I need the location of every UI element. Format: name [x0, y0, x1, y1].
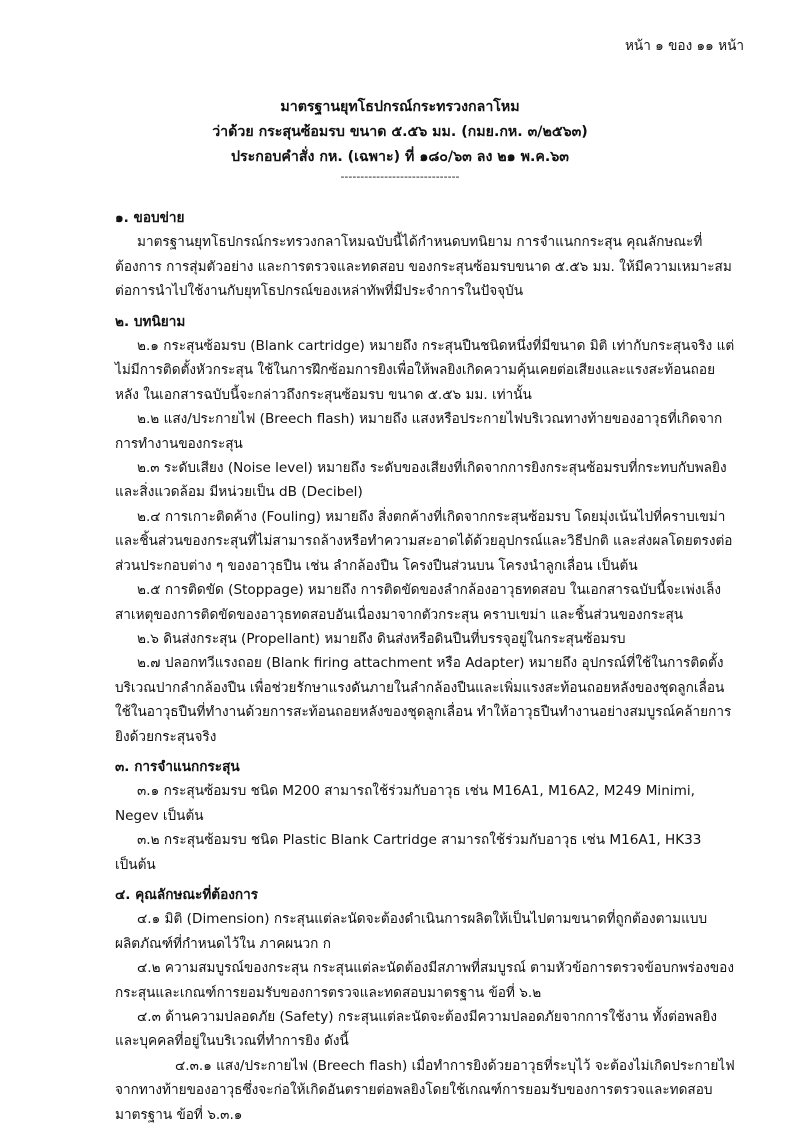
definition-2-3: ๒.๓ ระดับเสียง (Noise level) หมายถึง ระดับของเสียงที่เกิดจากการยิงกระสุนซ้อมรบที่กระทบกับพลยิงและสิ่งแวดล้อม มีหน่วยเป็น dB (Decibel) [115, 460, 727, 501]
definition-2-1: ๒.๑ กระสุนซ้อมรบ (Blank cartridge) หมายถึง กระสุนปืนชนิดหนึ่งที่มีขนาด มิติ เท่ากับกระสุนจริง แต่ไม่มีการติดตั้งหัวกระสุน ใช้ในการฝึกซ้อมการยิงเพื่อให้พลยิงเกิดความคุ้นเคยต่อเสียงและแรงสะท้อนถอยหลัง ในเอกสารฉบับนี้จะกล่าวถึงกระสุนซ้อมรบ ขนาด ๕.๕๖ มม. เท่านั้น [115, 338, 735, 403]
requirement-4-3: ๔.๓ ด้านความปลอดภัย (Safety) กระสุนแต่ละนัดจะต้องมีความปลอดภัยจากการใช้งาน ทั้งต่อพลยิงและบุคคลที่อยู่ในบริเวณที่ทำการยิง ดังนี้ [115, 1009, 717, 1050]
document-title [0, 95, 800, 184]
title-separator: ------------------------------ [340, 170, 460, 183]
definition-2-6: ๒.๖ ดินส่งกระสุน (Propellant) หมายถึง ดินส่งหรือดินปืนที่บรรจุอยู่ในกระสุนซ้อมรบ [137, 630, 626, 647]
title-line-3: ประกอบคำสั่ง กห. (เฉพาะ) ที่ ๑๘๐/๖๓ ลง ๒๑ พ.ค.๖๓ [231, 149, 569, 165]
section-3-heading: ๓. การจำแนกกระสุน [115, 758, 240, 775]
section-4-heading: ๔. คุณลักษณะที่ต้องการ [115, 886, 259, 903]
definition-2-7: ๒.๗ ปลอกทวีแรงถอย (Blank firing attachment หรือ Adapter) หมายถึง อุปกรณ์ที่ใช้ในการติดตั้งบริเวณปากลำกล้องปืน เพื่อช่วยรักษาแรงดันภายในลำกล้องปืนและเพิ่มแรงสะท้อนถอยหลังของชุดลูกเลื่อนใช้ในอาวุธปืนที่ทำงานด้วยการสะท้อนถอยหลังของชุดลูกเลื่อน ทำให้อาวุธปืนทำงานอย่างสมบูรณ์คล้ายการยิงด้วยกระสุนจริง [115, 655, 732, 745]
definition-2-5: ๒.๕ การติดขัด (Stoppage) หมายถึง การติดขัดของลำกล้องอาวุธทดสอบ ในเอกสารฉบับนี้จะเพ่งเล็งสาเหตุของการติดขัดของอาวุธทดสอบอันเนื่องมาจากตัวกระสุน คราบเขม่า และชิ้นส่วนของกระสุน [115, 582, 722, 623]
classification-3-2: ๓.๒ กระสุนซ้อมรบ ชนิด Plastic Blank Cartridge สามารถใช้ร่วมกับอาวุธ เช่น M16A1, HK33 เป็นต้น [115, 832, 702, 873]
requirement-4-2: ๔.๒ ความสมบูรณ์ของกระสุน กระสุนแต่ละนัดต้องมีสภาพที่สมบูรณ์ ตามหัวข้อการตรวจข้อบกพร่องของกระสุนและเกณฑ์การยอมรับของการตรวจและทดสอบมาตรฐาน ข้อที่ ๖.๒ [115, 960, 734, 1001]
classification-3-1: ๓.๑ กระสุนซ้อมรบ ชนิด M200 สามารถใช้ร่วมกับอาวุธ เช่น M16A1, M16A2, M249 Minimi, Negev เป็นต้น [115, 783, 695, 824]
document-body [115, 200, 735, 1127]
title-line-2: ว่าด้วย กระสุนซ้อมรบ ขนาด ๕.๕๖ มม. (กมย.กห. ๓/๒๕๖๓) [212, 124, 588, 140]
definition-2-4: ๒.๔ การเกาะติดค้าง (Fouling) หมายถึง สิ่งตกค้างที่เกิดจากกระสุนซ้อมรบ โดยมุ่งเน้นไปที่คราบเขม่าและชิ้นส่วนของกระสุนที่ไม่สามารถล้างหรือทำความสะอาดได้ด้วยอุปกรณ์และวิธีปกติ และส่งผลโดยตรงต่อส่วนประกอบต่าง ๆ ของอาวุธปืน เช่น ลำกล้องปืน โครงปืนส่วนบน โครงนำลูกเลื่อน เป็นต้น [115, 508, 733, 574]
definition-2-2: ๒.๒ แสง/ประกายไฟ (Breech flash) หมายถึง แสงหรือประกายไฟบริเวณทางท้ายของอาวุธที่เกิดจากการทำงานของกระสุน [115, 411, 723, 452]
requirement-4-3-1: ๔.๓.๑ แสง/ประกายไฟ (Breech flash) เมื่อทำการยิงด้วยอาวุธที่ระบุไว้ จะต้องไม่เกิดประกายไฟจากทางท้ายของอาวุธซึ่งจะก่อให้เกิดอันตรายต่อพลยิงโดยใช้เกณฑ์การยอมรับของการตรวจและทดสอบมาตรฐาน ข้อที่ ๖.๓.๑ [115, 1057, 735, 1123]
section-1-heading: ๑. ขอบข่าย [115, 210, 185, 226]
title-line-1: มาตรฐานยุทโธปกรณ์กระทรวงกลาโหม [280, 99, 520, 115]
section-1-paragraph: มาตรฐานยุทโธปกรณ์กระทรวงกลาโหมฉบับนี้ได้กำหนดบทนิยาม การจำแนกกระสุน คุณลักษณะที่ต้องการ การสุ่มตัวอย่าง และการตรวจและทดสอบ ของกระสุนซ้อมรบขนาด ๕.๕๖ มม. ให้มีความเหมาะสมต่อการนำไปใช้งานกับยุทโธปกรณ์ของเหล่าทัพที่มีประจำการในปัจจุบัน [115, 234, 732, 300]
requirement-4-1: ๔.๑ มิติ (Dimension) กระสุนแต่ละนัดจะต้องดำเนินการผลิตให้เป็นไปตามขนาดที่ถูกต้องตามแบบผลิตภัณฑ์ที่กำหนดไว้ใน ภาคผนวก ก [115, 911, 708, 952]
section-2-heading: ๒. บทนิยาม [115, 313, 186, 330]
page-number: หน้า ๑ ของ ๑๑ หน้า [624, 38, 744, 54]
